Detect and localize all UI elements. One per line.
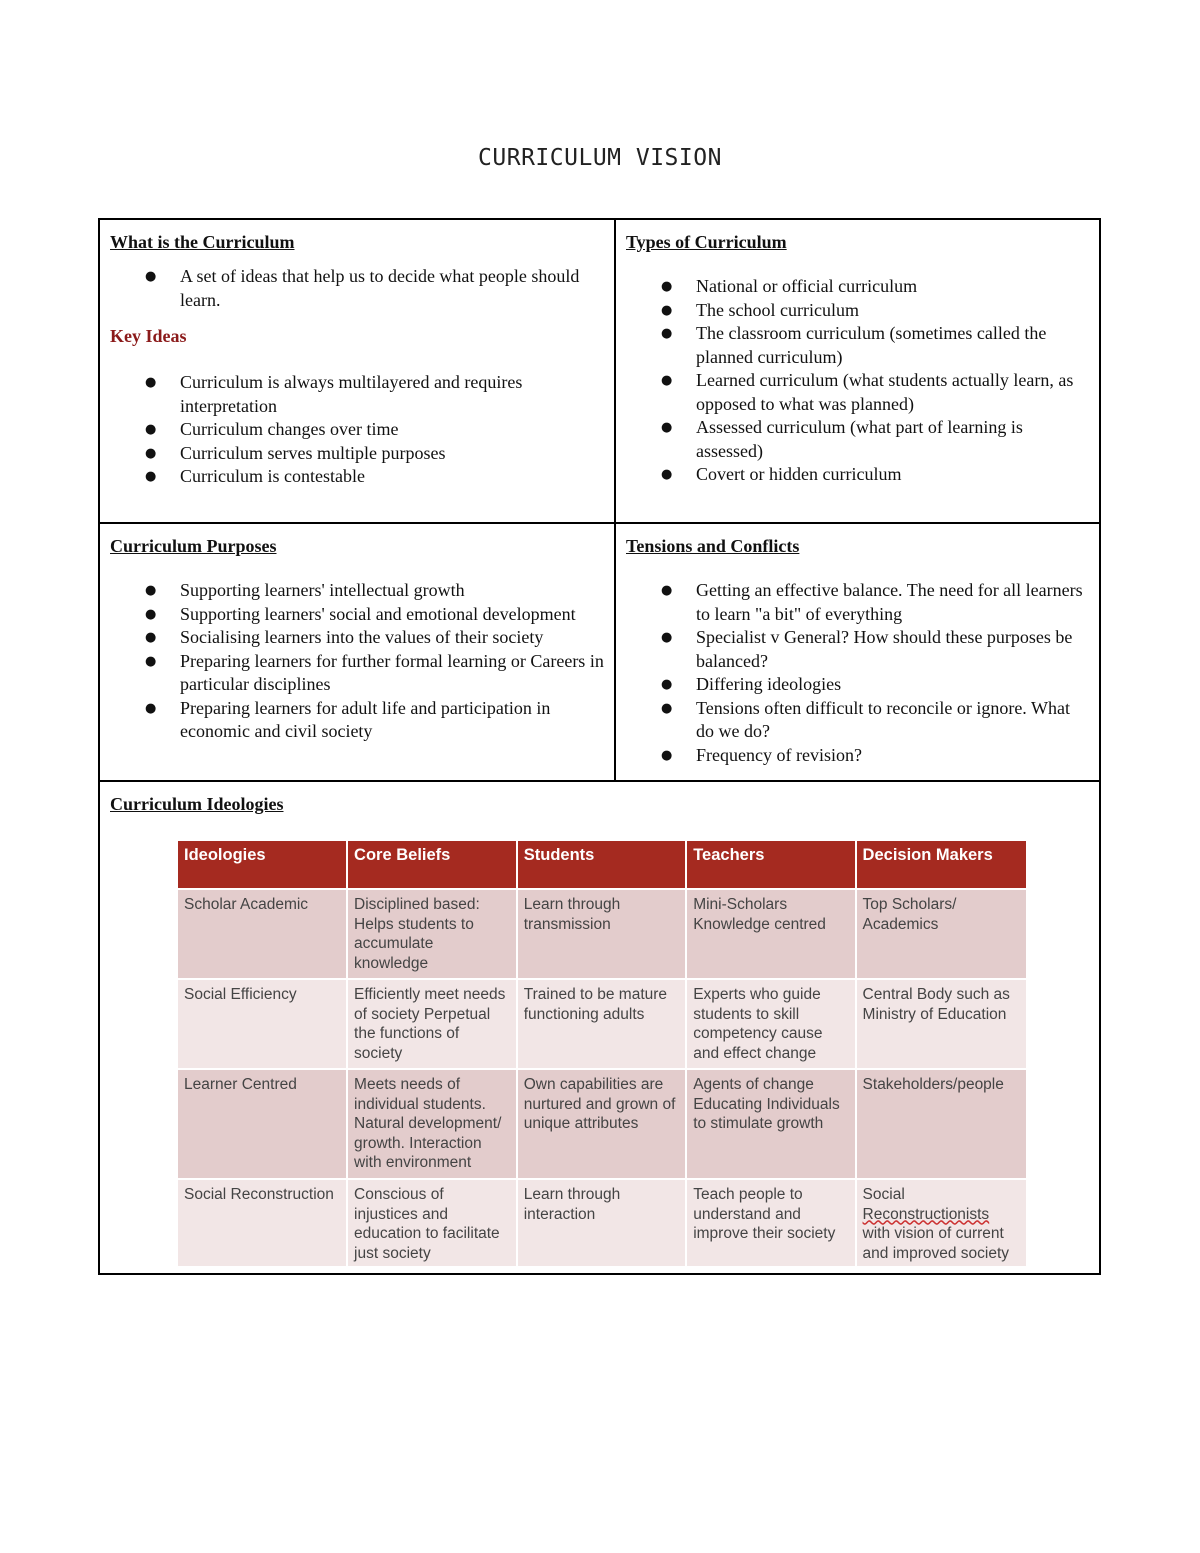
table-cell: Meets needs of individual students. Natural development/ growth. Interaction with environment: [348, 1068, 516, 1178]
table-cell: Disciplined based: Helps students to accumulate knowledge: [348, 888, 516, 978]
table-cell: [857, 1178, 1026, 1266]
table-row: [178, 1068, 1026, 1178]
tensions-heading: Tensions and Conflicts: [626, 536, 800, 556]
types-of-curriculum-cell: [616, 220, 1101, 524]
key-ideas-list: [110, 371, 604, 489]
key-ideas-heading: Key Ideas: [110, 326, 187, 346]
list-item: ● A set of ideas that help us to decide what people should learn.: [180, 265, 604, 312]
table-cell: Central Body such as Ministry of Education: [857, 978, 1026, 1068]
table-cell: Own capabilities are nurtured and grown of unique attributes: [518, 1068, 685, 1178]
list-item: ● Specialist v General? How should these purposes be balanced?: [696, 626, 1091, 673]
column-header: Core Beliefs: [348, 841, 516, 888]
table-cell: Agents of change Educating Individuals to stimulate growth: [687, 1068, 854, 1178]
table-cell: Top Scholars/ Academics: [857, 888, 1026, 978]
what-is-curriculum-cell: [100, 220, 616, 524]
column-header: Decision Makers: [857, 841, 1026, 888]
table-cell: Scholar Academic: [178, 888, 346, 978]
list-item: ● Getting an effective balance. The need for all learners to learn "a bit" of everything: [696, 579, 1091, 626]
curriculum-ideologies-cell: [100, 782, 1099, 1275]
what-is-heading: What is the Curriculum: [110, 232, 295, 252]
curriculum-purposes-cell: [100, 524, 616, 782]
table-cell: Efficiently meet needs of society Perpetual the functions of society: [348, 978, 516, 1068]
table-cell: Mini-Scholars Knowledge centred: [687, 888, 854, 978]
list-item: ● Curriculum is contestable: [180, 465, 604, 489]
table-row: [178, 888, 1026, 978]
list-item: ● Tensions often difficult to reconcile or ignore. What do we do?: [696, 697, 1091, 744]
what-is-list: [110, 265, 604, 312]
list-item: ● Differing ideologies: [696, 673, 1091, 697]
column-header: Teachers: [687, 841, 854, 888]
list-item: ● Supporting learners' social and emotional development: [180, 603, 604, 627]
table-cell: Social Efficiency: [178, 978, 346, 1068]
page-title: CURRICULUM VISION: [478, 145, 722, 171]
list-item: ● The school curriculum: [696, 299, 1091, 323]
tensions-conflicts-cell: [616, 524, 1101, 782]
list-item: ● Socialising learners into the values of their society: [180, 626, 604, 650]
table-cell: Learner Centred: [178, 1068, 346, 1178]
purposes-heading: Curriculum Purposes: [110, 536, 277, 556]
list-item: ● Preparing learners for adult life and participation in economic and civil society: [180, 697, 604, 744]
list-item: ● Curriculum serves multiple purposes: [180, 442, 604, 466]
table-cell: Trained to be mature functioning adults: [518, 978, 685, 1068]
types-list: [626, 275, 1091, 487]
types-heading: Types of Curriculum: [626, 232, 787, 252]
list-item: ● Supporting learners' intellectual growth: [180, 579, 604, 603]
ideologies-heading: Curriculum Ideologies: [110, 794, 284, 814]
list-item: ● Curriculum changes over time: [180, 418, 604, 442]
list-item: ● Assessed curriculum (what part of learning is assessed): [696, 416, 1091, 463]
decision-makers-text: Social: [862, 1186, 905, 1203]
column-header: Students: [518, 841, 685, 888]
list-item: ● Frequency of revision?: [696, 744, 1091, 768]
purposes-list: [110, 579, 604, 744]
table-cell: Learn through interaction: [518, 1178, 685, 1266]
list-item: ● Learned curriculum (what students actually learn, as opposed to what was planned): [696, 369, 1091, 416]
table-header-row: [178, 841, 1026, 888]
table-row: [178, 978, 1026, 1068]
table-cell: Experts who guide students to skill competency cause and effect change: [687, 978, 854, 1068]
list-item: ● National or official curriculum: [696, 275, 1091, 299]
list-item: ● Covert or hidden curriculum: [696, 463, 1091, 487]
table-cell: Social Reconstruction: [178, 1178, 346, 1266]
curriculum-grid: [98, 218, 1101, 1275]
list-item: ● The classroom curriculum (sometimes called the planned curriculum): [696, 322, 1091, 369]
table-cell: Teach people to understand and improve their society: [687, 1178, 854, 1266]
list-item: ● Preparing learners for further formal learning or Careers in particular disciplines: [180, 650, 604, 697]
column-header: Ideologies: [178, 841, 346, 888]
spellcheck-flagged-word: Reconstructionists: [862, 1205, 990, 1223]
table-cell: Stakeholders/people: [857, 1068, 1026, 1178]
table-row: [178, 1178, 1026, 1266]
decision-makers-text: with vision of current and improved society: [862, 1225, 1010, 1262]
table-cell: Conscious of injustices and education to facilitate just society: [348, 1178, 516, 1266]
tensions-list: [626, 579, 1091, 767]
ideologies-table: [176, 841, 1028, 1266]
list-item: ● Curriculum is always multilayered and requires interpretation: [180, 371, 604, 418]
table-cell: Learn through transmission: [518, 888, 685, 978]
